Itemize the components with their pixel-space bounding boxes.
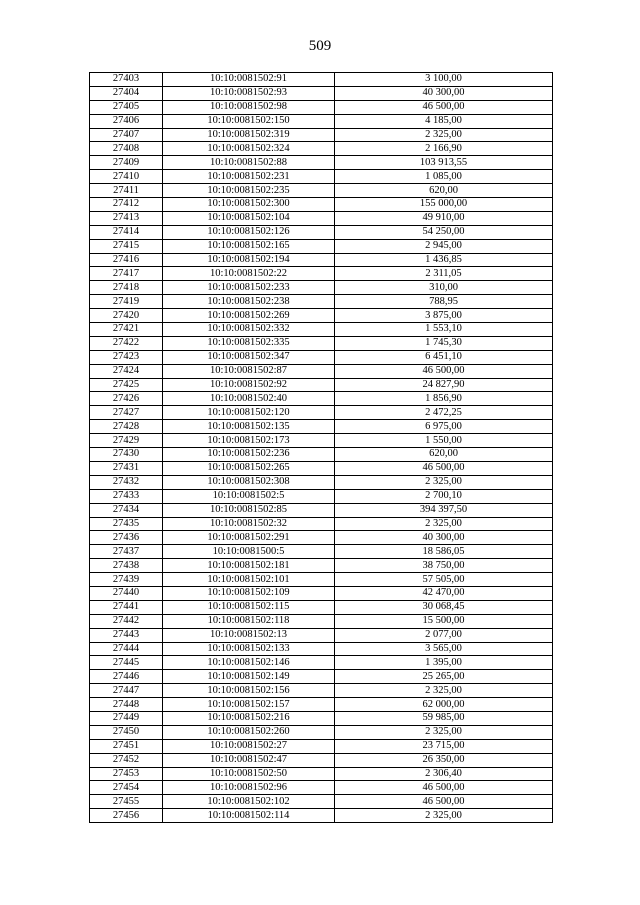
row-number-cell: 27445: [90, 656, 163, 670]
cadastral-number-cell: 10:10:0081502:5: [163, 489, 335, 503]
amount-cell: 2 945,00: [335, 239, 553, 253]
cadastral-number-cell: 10:10:0081502:87: [163, 364, 335, 378]
row-number-cell: 27426: [90, 392, 163, 406]
row-number-cell: 27446: [90, 670, 163, 684]
cadastral-number-cell: 10:10:0081502:109: [163, 586, 335, 600]
row-number-cell: 27412: [90, 198, 163, 212]
amount-cell: 2 325,00: [335, 684, 553, 698]
cadastral-number-cell: 10:10:0081502:194: [163, 253, 335, 267]
cadastral-number-cell: 10:10:0081502:126: [163, 225, 335, 239]
row-number-cell: 27455: [90, 795, 163, 809]
amount-cell: 59 985,00: [335, 711, 553, 725]
row-number-cell: 27440: [90, 586, 163, 600]
table-row: [90, 586, 553, 600]
amount-cell: 40 300,00: [335, 531, 553, 545]
row-number-cell: 27449: [90, 711, 163, 725]
table-row: [90, 73, 553, 87]
amount-cell: 1 085,00: [335, 170, 553, 184]
amount-cell: 103 913,55: [335, 156, 553, 170]
amount-cell: 2 311,05: [335, 267, 553, 281]
amount-cell: 1 436,85: [335, 253, 553, 267]
cadastral-number-cell: 10:10:0081502:233: [163, 281, 335, 295]
cadastral-number-cell: 10:10:0081502:156: [163, 684, 335, 698]
table-row: [90, 448, 553, 462]
cadastral-number-cell: 10:10:0081502:319: [163, 128, 335, 142]
amount-cell: 46 500,00: [335, 795, 553, 809]
row-number-cell: 27429: [90, 434, 163, 448]
table-row: [90, 336, 553, 350]
table-row: [90, 350, 553, 364]
cadastral-number-cell: 10:10:0081500:5: [163, 545, 335, 559]
row-number-cell: 27420: [90, 309, 163, 323]
table-row: [90, 267, 553, 281]
cadastral-number-cell: 10:10:0081502:93: [163, 86, 335, 100]
cadastral-number-cell: 10:10:0081502:235: [163, 184, 335, 198]
cadastral-number-cell: 10:10:0081502:332: [163, 323, 335, 337]
table-row: [90, 198, 553, 212]
table-row: [90, 503, 553, 517]
amount-cell: 2 325,00: [335, 128, 553, 142]
row-number-cell: 27427: [90, 406, 163, 420]
row-number-cell: 27442: [90, 614, 163, 628]
table-row: [90, 767, 553, 781]
table-row: [90, 364, 553, 378]
row-number-cell: 27425: [90, 378, 163, 392]
table-row: [90, 753, 553, 767]
amount-cell: 24 827,90: [335, 378, 553, 392]
amount-cell: 46 500,00: [335, 781, 553, 795]
amount-cell: 2 325,00: [335, 725, 553, 739]
amount-cell: 2 306,40: [335, 767, 553, 781]
cadastral-number-cell: 10:10:0081502:88: [163, 156, 335, 170]
cadastral-number-cell: 10:10:0081502:102: [163, 795, 335, 809]
row-number-cell: 27411: [90, 184, 163, 198]
cadastral-number-cell: 10:10:0081502:149: [163, 670, 335, 684]
row-number-cell: 27414: [90, 225, 163, 239]
table-row: [90, 725, 553, 739]
amount-cell: 2 166,90: [335, 142, 553, 156]
row-number-cell: 27437: [90, 545, 163, 559]
table-row: [90, 128, 553, 142]
row-number-cell: 27415: [90, 239, 163, 253]
table-row: [90, 489, 553, 503]
table-row: [90, 642, 553, 656]
row-number-cell: 27421: [90, 323, 163, 337]
cadastral-number-cell: 10:10:0081502:32: [163, 517, 335, 531]
cadastral-number-cell: 10:10:0081502:300: [163, 198, 335, 212]
cadastral-number-cell: 10:10:0081502:120: [163, 406, 335, 420]
amount-cell: 620,00: [335, 448, 553, 462]
row-number-cell: 27433: [90, 489, 163, 503]
cadastral-number-cell: 10:10:0081502:91: [163, 73, 335, 87]
row-number-cell: 27418: [90, 281, 163, 295]
cadastral-number-cell: 10:10:0081502:98: [163, 100, 335, 114]
row-number-cell: 27438: [90, 559, 163, 573]
cadastral-number-cell: 10:10:0081502:47: [163, 753, 335, 767]
amount-cell: 620,00: [335, 184, 553, 198]
cadastral-number-cell: 10:10:0081502:308: [163, 475, 335, 489]
row-number-cell: 27404: [90, 86, 163, 100]
row-number-cell: 27409: [90, 156, 163, 170]
row-number-cell: 27410: [90, 170, 163, 184]
amount-cell: 1 550,00: [335, 434, 553, 448]
row-number-cell: 27431: [90, 461, 163, 475]
table-row: [90, 781, 553, 795]
row-number-cell: 27434: [90, 503, 163, 517]
cadastral-number-cell: 10:10:0081502:133: [163, 642, 335, 656]
cadastral-number-cell: 10:10:0081502:40: [163, 392, 335, 406]
table-row: [90, 656, 553, 670]
row-number-cell: 27419: [90, 295, 163, 309]
table-row: [90, 86, 553, 100]
row-number-cell: 27436: [90, 531, 163, 545]
amount-cell: 3 565,00: [335, 642, 553, 656]
table-row: [90, 684, 553, 698]
row-number-cell: 27430: [90, 448, 163, 462]
table-row: [90, 142, 553, 156]
table-row: [90, 670, 553, 684]
cadastral-number-cell: 10:10:0081502:27: [163, 739, 335, 753]
row-number-cell: 27444: [90, 642, 163, 656]
cadastral-number-cell: 10:10:0081502:22: [163, 267, 335, 281]
table-row: [90, 628, 553, 642]
table-row: [90, 614, 553, 628]
table-row: [90, 253, 553, 267]
cadastral-number-cell: 10:10:0081502:96: [163, 781, 335, 795]
cadastral-number-cell: 10:10:0081502:135: [163, 420, 335, 434]
table-row: [90, 392, 553, 406]
data-table: [89, 72, 553, 823]
row-number-cell: 27447: [90, 684, 163, 698]
row-number-cell: 27448: [90, 698, 163, 712]
table-row: [90, 281, 553, 295]
amount-cell: 49 910,00: [335, 211, 553, 225]
row-number-cell: 27416: [90, 253, 163, 267]
amount-cell: 3 875,00: [335, 309, 553, 323]
amount-cell: 1 553,10: [335, 323, 553, 337]
table-row: [90, 156, 553, 170]
table-row: [90, 600, 553, 614]
amount-cell: 23 715,00: [335, 739, 553, 753]
cadastral-number-cell: 10:10:0081502:118: [163, 614, 335, 628]
cadastral-number-cell: 10:10:0081502:236: [163, 448, 335, 462]
row-number-cell: 27405: [90, 100, 163, 114]
table-row: [90, 739, 553, 753]
amount-cell: 2 472,25: [335, 406, 553, 420]
row-number-cell: 27452: [90, 753, 163, 767]
row-number-cell: 27456: [90, 809, 163, 823]
cadastral-number-cell: 10:10:0081502:291: [163, 531, 335, 545]
table-row: [90, 573, 553, 587]
amount-cell: 25 265,00: [335, 670, 553, 684]
cadastral-number-cell: 10:10:0081502:146: [163, 656, 335, 670]
table-row: [90, 434, 553, 448]
row-number-cell: 27417: [90, 267, 163, 281]
cadastral-number-cell: 10:10:0081502:260: [163, 725, 335, 739]
amount-cell: 2 325,00: [335, 809, 553, 823]
amount-cell: 1 745,30: [335, 336, 553, 350]
amount-cell: 3 100,00: [335, 73, 553, 87]
table-body: [90, 73, 553, 823]
table-row: [90, 295, 553, 309]
cadastral-number-cell: 10:10:0081502:347: [163, 350, 335, 364]
amount-cell: 1 856,90: [335, 392, 553, 406]
amount-cell: 2 077,00: [335, 628, 553, 642]
amount-cell: 4 185,00: [335, 114, 553, 128]
row-number-cell: 27454: [90, 781, 163, 795]
row-number-cell: 27406: [90, 114, 163, 128]
table-row: [90, 170, 553, 184]
amount-cell: 30 068,45: [335, 600, 553, 614]
table-row: [90, 100, 553, 114]
cadastral-number-cell: 10:10:0081502:50: [163, 767, 335, 781]
row-number-cell: 27424: [90, 364, 163, 378]
table-row: [90, 559, 553, 573]
cadastral-number-cell: 10:10:0081502:173: [163, 434, 335, 448]
table-row: [90, 239, 553, 253]
table-row: [90, 531, 553, 545]
row-number-cell: 27435: [90, 517, 163, 531]
cadastral-number-cell: 10:10:0081502:13: [163, 628, 335, 642]
amount-cell: 57 505,00: [335, 573, 553, 587]
row-number-cell: 27451: [90, 739, 163, 753]
table-row: [90, 809, 553, 823]
cadastral-number-cell: 10:10:0081502:150: [163, 114, 335, 128]
amount-cell: 46 500,00: [335, 100, 553, 114]
cadastral-number-cell: 10:10:0081502:181: [163, 559, 335, 573]
amount-cell: 26 350,00: [335, 753, 553, 767]
row-number-cell: 27422: [90, 336, 163, 350]
table-row: [90, 475, 553, 489]
amount-cell: 54 250,00: [335, 225, 553, 239]
amount-cell: 62 000,00: [335, 698, 553, 712]
row-number-cell: 27407: [90, 128, 163, 142]
row-number-cell: 27450: [90, 725, 163, 739]
cadastral-number-cell: 10:10:0081502:324: [163, 142, 335, 156]
amount-cell: 2 700,10: [335, 489, 553, 503]
table-row: [90, 420, 553, 434]
amount-cell: 788,95: [335, 295, 553, 309]
table-row: [90, 309, 553, 323]
amount-cell: 38 750,00: [335, 559, 553, 573]
cadastral-number-cell: 10:10:0081502:157: [163, 698, 335, 712]
amount-cell: 46 500,00: [335, 364, 553, 378]
cadastral-number-cell: 10:10:0081502:104: [163, 211, 335, 225]
table-row: [90, 698, 553, 712]
table-row: [90, 184, 553, 198]
amount-cell: 6 451,10: [335, 350, 553, 364]
cadastral-number-cell: 10:10:0081502:165: [163, 239, 335, 253]
cadastral-number-cell: 10:10:0081502:216: [163, 711, 335, 725]
cadastral-number-cell: 10:10:0081502:115: [163, 600, 335, 614]
row-number-cell: 27432: [90, 475, 163, 489]
amount-cell: 40 300,00: [335, 86, 553, 100]
cadastral-number-cell: 10:10:0081502:238: [163, 295, 335, 309]
amount-cell: 42 470,00: [335, 586, 553, 600]
cadastral-number-cell: 10:10:0081502:92: [163, 378, 335, 392]
amount-cell: 155 000,00: [335, 198, 553, 212]
table-row: [90, 795, 553, 809]
cadastral-number-cell: 10:10:0081502:101: [163, 573, 335, 587]
cadastral-number-cell: 10:10:0081502:231: [163, 170, 335, 184]
row-number-cell: 27428: [90, 420, 163, 434]
amount-cell: 1 395,00: [335, 656, 553, 670]
row-number-cell: 27408: [90, 142, 163, 156]
cadastral-number-cell: 10:10:0081502:269: [163, 309, 335, 323]
table-row: [90, 406, 553, 420]
amount-cell: 18 586,05: [335, 545, 553, 559]
amount-cell: 310,00: [335, 281, 553, 295]
cadastral-number-cell: 10:10:0081502:85: [163, 503, 335, 517]
row-number-cell: 27403: [90, 73, 163, 87]
amount-cell: 15 500,00: [335, 614, 553, 628]
row-number-cell: 27413: [90, 211, 163, 225]
cadastral-number-cell: 10:10:0081502:335: [163, 336, 335, 350]
table-row: [90, 545, 553, 559]
cadastral-number-cell: 10:10:0081502:114: [163, 809, 335, 823]
amount-cell: 6 975,00: [335, 420, 553, 434]
page-number: 509: [308, 38, 332, 54]
row-number-cell: 27439: [90, 573, 163, 587]
table-row: [90, 711, 553, 725]
amount-cell: 2 325,00: [335, 517, 553, 531]
table-row: [90, 225, 553, 239]
amount-cell: 2 325,00: [335, 475, 553, 489]
table-row: [90, 378, 553, 392]
table-row: [90, 211, 553, 225]
row-number-cell: 27453: [90, 767, 163, 781]
cadastral-number-cell: 10:10:0081502:265: [163, 461, 335, 475]
amount-cell: 46 500,00: [335, 461, 553, 475]
table-row: [90, 461, 553, 475]
row-number-cell: 27441: [90, 600, 163, 614]
row-number-cell: 27423: [90, 350, 163, 364]
table-row: [90, 114, 553, 128]
table-row: [90, 323, 553, 337]
amount-cell: 394 397,50: [335, 503, 553, 517]
row-number-cell: 27443: [90, 628, 163, 642]
table-row: [90, 517, 553, 531]
